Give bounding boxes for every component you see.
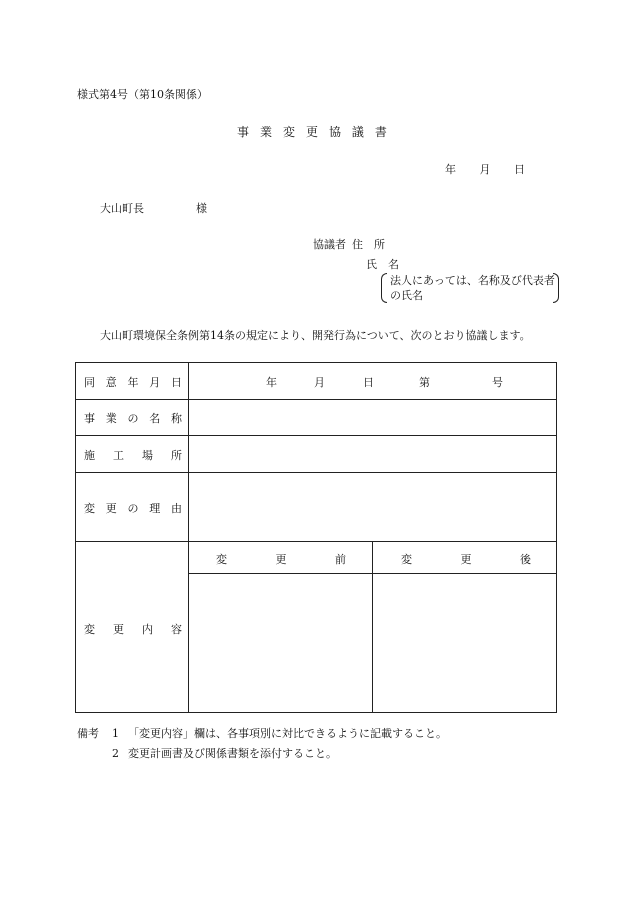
- construction-site-field[interactable]: [190, 437, 554, 470]
- change-before-header: 変 更 前: [216, 553, 346, 566]
- consent-month-label: 月: [314, 376, 325, 389]
- consent-day-label: 日: [363, 376, 374, 389]
- addressee-honorific: 様: [196, 202, 207, 215]
- row-divider: [76, 541, 556, 542]
- application-table: [75, 362, 557, 713]
- note-item: [77, 744, 447, 764]
- corporation-note-text: 法人にあっては、名称及び代表者の氏名: [390, 274, 555, 302]
- applicant-name-row: [360, 256, 399, 272]
- left-bracket: [381, 273, 387, 303]
- row-label-change-content: 変 更 内 容: [84, 623, 182, 636]
- date-month-label: 月: [479, 163, 491, 176]
- date-day-label: 日: [514, 163, 525, 176]
- consent-number-suffix: 号: [492, 376, 503, 389]
- applicant-address-label: 住 所: [352, 238, 385, 251]
- row-label-change-reason: 変 更 の 理 由: [84, 502, 182, 515]
- note-text: 変更計画書及び関係書類を添付すること。: [128, 747, 337, 760]
- row-divider: [76, 472, 556, 473]
- row-divider: [76, 435, 556, 436]
- date-year-label: 年: [445, 163, 456, 176]
- change-after-header: 変 更 後: [401, 553, 531, 566]
- note-text: 「変更内容」欄は、各事項別に対比できるように記載すること。: [128, 727, 447, 740]
- corporation-note: [381, 273, 559, 303]
- notes-section: [77, 724, 447, 764]
- note-number: 2: [112, 747, 119, 760]
- change-before-field[interactable]: [190, 575, 370, 711]
- row-label-project-name: 事 業 の 名 称: [84, 412, 182, 425]
- row-label-construction-site: 施 工 場 所: [84, 449, 182, 462]
- document-title: 事 業 変 更 協 議 書: [237, 125, 387, 139]
- addressee: [100, 200, 207, 216]
- applicant-name-label: 氏 名: [366, 258, 399, 271]
- intro-text: 大山町環境保全条例第14条の規定により、開発行為について、次のとおり協議します。: [100, 329, 531, 342]
- addressee-name: 大山町長: [100, 202, 144, 215]
- form-number: 様式第4号（第10条関係）: [77, 88, 208, 101]
- change-reason-field[interactable]: [190, 474, 554, 539]
- consent-year-label: 年: [266, 376, 277, 389]
- date-line: [445, 161, 525, 177]
- project-name-field[interactable]: [190, 401, 554, 433]
- row-divider: [76, 399, 556, 400]
- right-bracket: [553, 273, 559, 303]
- applicant-address-row: [313, 236, 385, 252]
- applicant-role-label: 協議者: [313, 238, 346, 251]
- consent-number-prefix: 第: [419, 376, 430, 389]
- before-after-divider: [372, 541, 373, 712]
- change-after-field[interactable]: [374, 575, 554, 711]
- notes-heading: 備考: [77, 727, 99, 740]
- label-column-divider: [188, 363, 189, 712]
- row-label-consent-date: 同 意 年 月 日: [84, 376, 182, 389]
- note-item: [77, 724, 447, 744]
- note-number: 1: [112, 727, 119, 740]
